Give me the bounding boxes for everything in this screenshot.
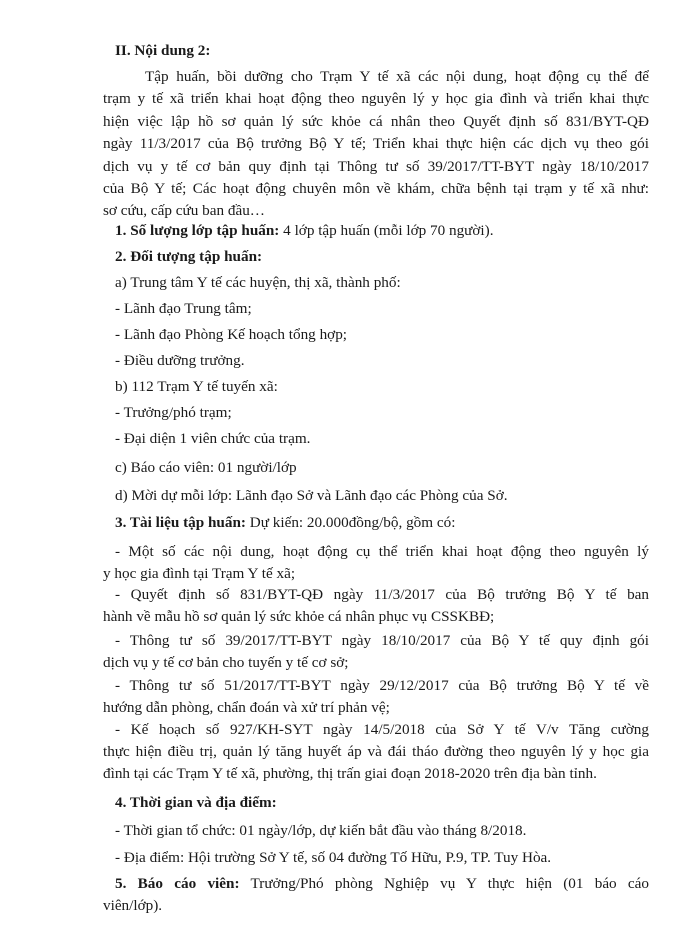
item-2-line: - Lãnh đạo Phòng Kế hoạch tổng hợp; [115,326,348,343]
item-4-time: - Thời gian tổ chức: 01 ngày/lớp, dự kiến bắt đầu vào tháng 8/2018. [115,822,527,839]
intro-line-2: trạm y tế xã triển khai hoạt động theo nguyên lý y học gia đình và triển khai thực [103,90,649,107]
item-2-line-a: a) Trung tâm Y tế các huyện, thị xã, thành phố: [115,274,401,291]
item-1-label: 1. Số lượng lớp tập huấn: [115,222,280,239]
intro-line-6: của Bộ Y tế; Các hoạt động chuyên môn về khám, chữa bệnh tại trạm y tế xã như: [103,180,649,197]
intro-line-5: dịch vụ y tế cơ bản quy định tại Thông tư số 39/2017/TT-BYT ngày 18/10/2017 [103,158,649,175]
item-2-line-d: d) Mời dự mỗi lớp: Lãnh đạo Sở và Lãnh đạo các Phòng của Sở. [115,487,508,504]
section-heading: II. Nội dung 2: [115,42,211,59]
item-5 [115,873,649,895]
doc-5-line-2: thực hiện điều trị, quản lý tăng huyết áp và đái tháo đường theo nguyên lý y học gia [103,743,649,760]
item-2-line-b: b) 112 Trạm Y tế tuyến xã: [115,378,278,395]
item-3-text: Dự kiến: 20.000đồng/bộ, gồm có: [245,514,456,531]
doc-3-line-2: dịch vụ y tế cơ bản cho tuyến y tế cơ sở; [103,654,349,671]
intro-line-4: ngày 11/3/2017 của Bộ trưởng Bộ Y tế; Triển khai thực hiện các dịch vụ theo gói [103,135,649,152]
doc-3-line-1: - Thông tư số 39/2017/TT-BYT ngày 18/10/2017 của Bộ Y tế quy định gói [115,632,649,649]
intro-line-7: sơ cứu, cấp cứu ban đầu… [103,202,265,219]
doc-4-line-1: - Thông tư số 51/2017/TT-BYT ngày 29/12/2017 của Bộ trưởng Bộ Y tế về [115,677,649,694]
item-2-line: - Lãnh đạo Trung tâm; [115,300,252,317]
doc-5-line-1: - Kế hoạch số 927/KH-SYT ngày 14/5/2018 của Sở Y tế V/v Tăng cường [115,721,649,738]
item-2-line: - Đại diện 1 viên chức của trạm. [115,430,311,447]
doc-1-line-2: y học gia đình tại Trạm Y tế xã; [103,565,296,582]
item-5-text: Trưởng/Phó phòng Nghiệp vụ Y thực hiện (01 báo cáo [239,875,650,892]
doc-5-line-3: đình tại các Trạm Y tế xã, phường, thị trấn giai đoạn 2018-2020 trên địa bàn tỉnh. [103,765,597,782]
item-4-label: 4. Thời gian và địa điểm: [115,794,277,811]
item-2-line: - Điều dưỡng trưởng. [115,352,245,369]
item-1 [115,220,494,242]
doc-2-line-1: - Quyết định số 831/BYT-QĐ ngày 11/3/2017 của Bộ trưởng Bộ Y tế ban [115,586,649,603]
item-2-line: - Trưởng/phó trạm; [115,404,232,421]
intro-line-3: hiện việc lập hồ sơ quản lý sức khỏe cá nhân theo Quyết định số 831/BYT-QĐ [103,113,649,130]
item-2-line-c: c) Báo cáo viên: 01 người/lớp [115,459,297,476]
item-5-label: 5. Báo cáo viên: [115,875,240,892]
intro-line-1: Tập huấn, bồi dưỡng cho Trạm Y tế xã các nội dung, hoạt động cụ thể để [145,68,649,85]
doc-2-line-2: hành về mẫu hồ sơ quản lý sức khỏe cá nhân phục vụ CSSKBĐ; [103,608,495,625]
item-5-line-2: viên/lớp). [103,897,163,914]
item-1-text: 4 lớp tập huấn (mỗi lớp 70 người). [279,222,494,239]
doc-1-line-1: - Một số các nội dung, hoạt động cụ thể triển khai hoạt động theo nguyên lý [115,543,649,560]
item-4-place: - Địa điểm: Hội trường Sở Y tế, số 04 đường Tố Hữu, P.9, TP. Tuy Hòa. [115,849,552,866]
item-3 [115,512,455,534]
doc-4-line-2: hướng dẫn phòng, chẩn đoán và xử trí phản vệ; [103,699,390,716]
item-2-label: 2. Đối tượng tập huấn: [115,248,263,265]
item-3-label: 3. Tài liệu tập huấn: [115,514,246,531]
